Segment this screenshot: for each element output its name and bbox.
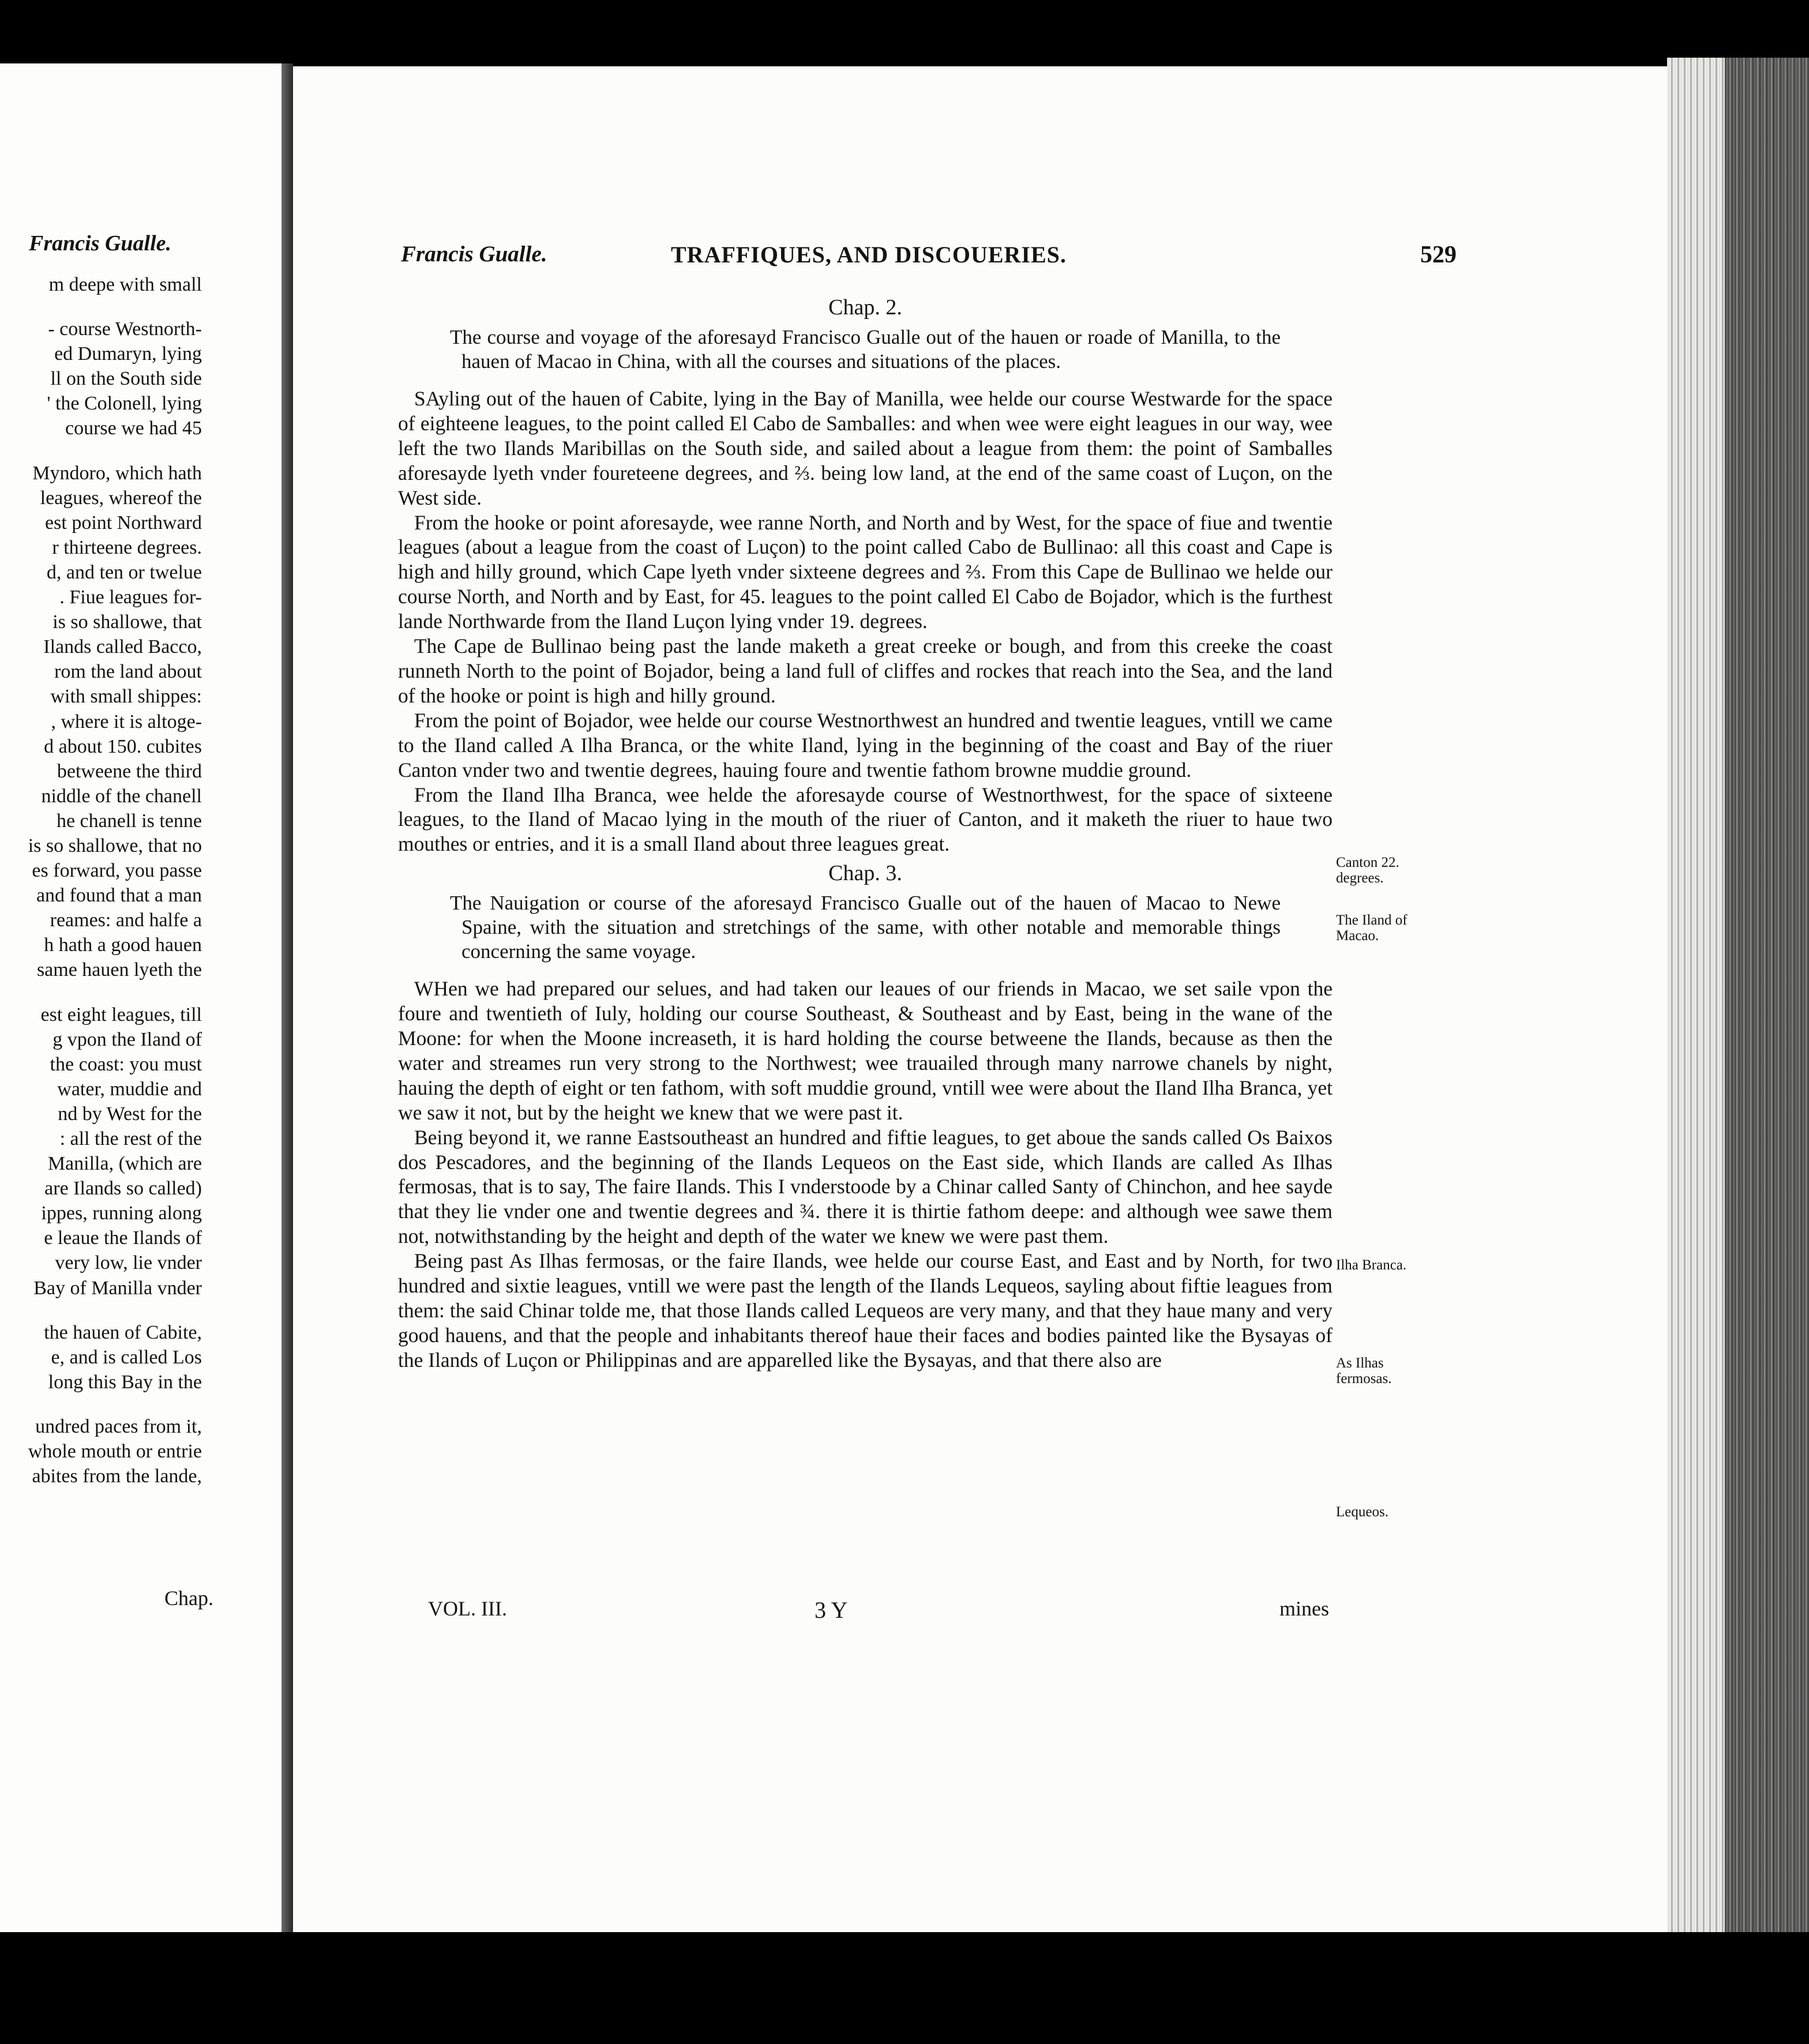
left-page-line: , where it is altoge- [51,711,202,732]
margin-note-canton: Canton 22. degrees. [1336,855,1399,886]
left-page-line: h hath a good hauen [44,934,202,956]
left-page-line: whole mouth or entrie [28,1441,202,1463]
left-page-line: is so shallowe, that [52,611,202,633]
footer-signature: 3 Y [815,1597,848,1623]
left-catchword: Chap. [164,1587,213,1610]
margin-note-lequeos: Lequeos. [1336,1504,1388,1520]
left-page-line: est point Northward [45,512,202,533]
left-page-line: : all the rest of the [59,1128,202,1149]
left-page-line [0,983,202,1002]
chapter-2-summary: The course and voyage of the aforesayd Francisco Gualle out of the hauen or roade of Manilla, to the hauen of Macao in China, with all the courses and situations of the places. [450,326,1281,373]
left-page-line: ' the Colonell, lying [47,393,202,415]
left-page-line: undred paces from it, [35,1415,202,1437]
left-page-line: d, and ten or twelue [46,561,202,583]
left-page-line: water, muddie and [57,1078,202,1100]
left-page-line: leagues, whereof the [40,487,202,509]
paragraph: From the point of Bojador, wee helde our course Westnorthwest an hundred and twentie leagues, vntill we came to the Iland called A Ilha Branca, or the white Iland, lying in the beginning of the coast and Bay of the riuer Canton vnder two and twentie degrees, hauing foure and twentie fathom browne muddie ground. [398,708,1333,781]
left-page-line: est eight leagues, till [40,1004,202,1025]
left-page-line: Manilla, (which are [47,1153,202,1175]
left-page-line [0,1395,202,1414]
paragraph: Being beyond it, we ranne Eastsoutheast an hundred and fiftie leagues, to get aboue the sands called Os Baixos dos Pescadores, and the beginning of the Ilands Lequeos on the East side, which Ilands are called As Ilhas fermosas, that is to say, The faire Ilands. This I vnderstoode by a Chinar called Santy of Chinchon, and hee sayde that they lie vnder one and twentie degrees and ¾. there it is thirtie fathom deepe: and although wee sawe them not, notwithstanding by the height and depth of the water we knew we were past them. [398,1125,1333,1248]
margin-note-macao: The Iland of Macao. [1336,912,1408,944]
left-page-line: are Ilands so called) [44,1178,202,1200]
left-page-line: e leaue the Ilands of [44,1227,202,1249]
left-page-line: - course Westnorth- [48,318,202,340]
left-page-line: and found that a man [36,885,202,907]
left-page-line: ippes, running along [41,1203,202,1224]
paragraph: WHen we had prepared our selues, and had taken our leaues of our friends in Macao, we set saile vpon the foure and twentieth of Iuly, holding our course Southeast, & Southeast and by East, being in the wane of the Moone: for when the Moone increaseth, it is hard holding the course betweene the Ilands, because as then the water and streames run very strong to the Northwest; wee trauailed through many narrowe chanels by night, hauing the depth of eight or ten fathom, with soft muddie ground, vntill wee were about the Iland Ilha Branca, yet we saw it not, but by the height we knew that we were past it. [398,977,1333,1124]
left-page-line: betweene the third [57,760,202,782]
left-page-line: m deepe with small [48,274,202,295]
left-page-line: he chanell is tenne [56,810,202,832]
left-page-line: course we had 45 [65,418,202,439]
left-page-line: with small shippes: [50,686,202,708]
chapter-3-summary: The Nauigation or course of the aforesayd Francisco Gualle out of the hauen of Macao to Newe Spaine, with the situation and stretchings of the same, with other notable and memorable things concerning the same voyage. [450,892,1281,963]
left-page-line: Myndoro, which hath [32,462,202,484]
left-running-head: Francis Gualle. [29,231,172,256]
left-page-line: Ilands called Bacco, [43,636,202,658]
page-number: 529 [1420,242,1457,268]
margin-note-fermosas: As Ilhas fermosas. [1336,1355,1392,1387]
left-page-line: ll on the South side [50,368,202,390]
margin-note-ilha-branca: Ilha Branca. [1336,1257,1407,1273]
left-page [0,63,282,1932]
left-page-line: reames: and halfe a [50,910,202,931]
paragraph: From the Iland Ilha Branca, wee helde the aforesayde course of Westnorthwest, for the space of sixteene leagues, to the Iland of Macao lying in the mouth of the riuer of Canton, and it maketh the riuer to haue two mouthes or entries, and it is a small Iland about three leagues great. [398,783,1333,856]
header-author: Francis Gualle. [401,242,547,266]
left-page-line: g vpon the Iland of [52,1028,202,1050]
header-title: TRAFFIQUES, AND DISCOUERIES. [671,242,1067,268]
left-page-line: r thirteene degrees. [52,536,202,558]
left-page-line: same hauen lyeth the [36,959,202,981]
paragraph: From the hooke or point aforesayde, wee ranne North, and North and by West, for the space of fiue and twentie leagues (about a league from the coast of Luçon) to the point called Cabo de Bullinao: all this coast and Cape is high and hilly ground, which Cape lyeth vnder sixteene degrees and ⅔. From this Cape de Bullinao we helde our course North, and North and by East, for 45. leagues to the point called El Cabo de Bojador, which is the furthest lande Northwarde from the Iland Luçon lying vnder 19. degrees. [398,510,1333,633]
left-page-line: . Fiue leagues for- [59,587,202,608]
chapter-3-title: Chap. 3. [828,861,902,886]
left-page-line [0,441,202,461]
left-page-line: the hauen of Cabite, [44,1321,202,1343]
left-page-line: long this Bay in the [48,1371,202,1393]
left-page-line: nd by West for the [58,1103,202,1125]
left-page-line: niddle of the chanell [41,785,202,807]
left-page-line: es forward, you passe [32,860,202,882]
running-header [401,241,1457,276]
page-edges-shadow [1725,58,1809,1932]
left-page-line: Bay of Manilla vnder [33,1277,202,1299]
book-gutter [282,63,293,1932]
left-page-text [0,272,202,1489]
footer-catchword: mines [1279,1597,1329,1620]
left-page-line [0,297,202,317]
main-text [398,294,1333,1373]
left-page-line: very low, lie vnder [55,1252,202,1274]
paragraph: Being past As Ilhas fermosas, or the faire Ilands, wee helde our course East, and East and by North, for two hundred and sixtie leagues, vntill we were past the length of the Ilands Lequeos, sayling about fiftie leagues from them: the said Chinar tolde me, that those Ilands called Lequeos are very many, and that they haue many and very good hauens, and that the people and inhabitants thereof haue their faces and bodies painted like the Bysayas of the Ilands of Luçon or Philippinas and are apparelled like the Bysayas, and that there also are [398,1249,1333,1372]
left-page-line: d about 150. cubites [44,735,202,757]
paragraph: The Cape de Bullinao being past the lande maketh a great creeke or bough, and from this creeke the coast runneth North to the point of Bojador, being a land full of cliffes and rockes that reach into the Sea, and the land of the hooke or point is high and hilly ground. [398,634,1333,707]
left-page-line: e, and is called Los [51,1346,202,1368]
left-page-line: ed Dumaryn, lying [54,343,202,365]
left-page-line: abites from the lande, [32,1466,202,1487]
paragraph: SAyling out of the hauen of Cabite, lying in the Bay of Manilla, wee helde our course Westwarde for the space of eighteene leagues, to the point called El Cabo de Samballes: and when wee were eight leagues in our way, wee left the two Ilands Maribillas on the South side, and sailed about a league from them: the point of Samballes aforesayde lyeth vnder foureteene degrees, and ⅔. being low land, at the end of the same coast of Luçon, on the West side. [398,387,1333,509]
left-page-line [0,1301,202,1320]
left-page-line: rom the land about [54,661,202,683]
chapter-2-title: Chap. 2. [828,295,902,320]
footer-volume: VOL. III. [428,1597,507,1620]
left-page-line: is so shallowe, that no [28,835,202,856]
left-page-line: the coast: you must [50,1053,202,1075]
